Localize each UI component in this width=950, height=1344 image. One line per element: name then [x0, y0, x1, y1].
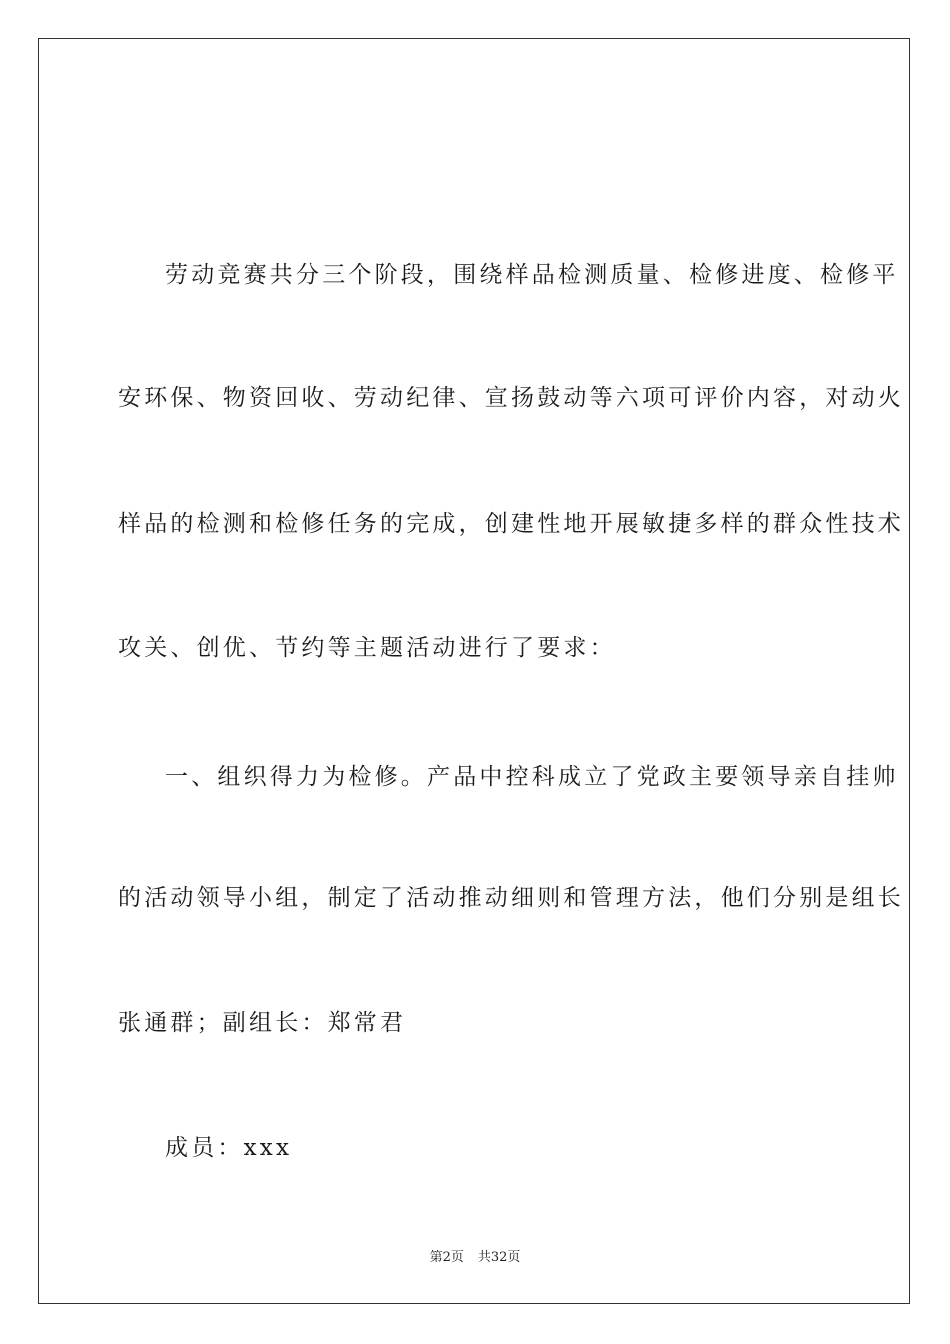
- page-border: [38, 38, 910, 1304]
- paragraph-1-line-4: 攻关、创优、节约等主题活动进行了要求：: [118, 635, 616, 661]
- paragraph-1-line-3: 样品的检测和检修任务的完成，创建性地开展敏捷多样的群众性技术: [118, 511, 904, 537]
- page-footer: [0, 1246, 950, 1265]
- paragraph-2-line-1: 一、组织得力为检修。产品中控科成立了党政主要领导亲自挂帅: [165, 764, 899, 790]
- page-total: 共32页: [477, 1250, 521, 1265]
- paragraph-1-line-1: 劳动竞赛共分三个阶段，围绕样品检测质量、检修进度、检修平: [165, 262, 899, 288]
- paragraph-1-line-2: 安环保、物资回收、劳动纪律、宣扬鼓动等六项可评价内容，对动火: [118, 385, 904, 411]
- members-line: 成员：xxx: [165, 1135, 293, 1161]
- paragraph-2-line-3: 张通群；副组长：郑常君: [118, 1010, 407, 1036]
- paragraph-2-line-2: 的活动领导小组，制定了活动推动细则和管理方法，他们分别是组长: [118, 885, 904, 911]
- page-number: 第2页: [429, 1250, 464, 1265]
